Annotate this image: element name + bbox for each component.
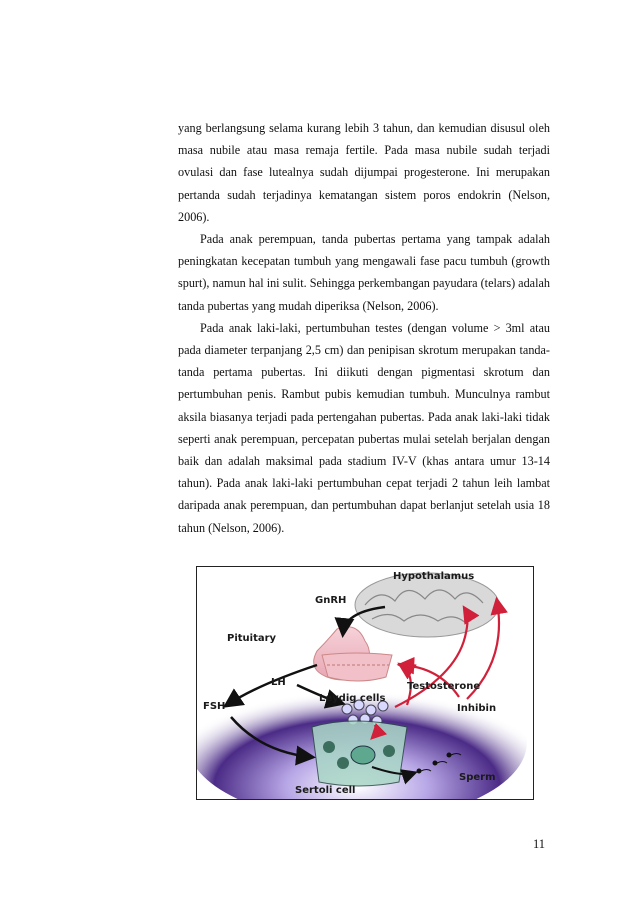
hormone-diagram-svg <box>197 567 533 799</box>
brain-icon <box>355 573 499 637</box>
label-lh: LH <box>271 677 286 688</box>
sertoli-cells <box>312 721 407 786</box>
label-pituitary: Pituitary <box>227 633 277 644</box>
label-sperm: Sperm <box>459 772 496 783</box>
paragraph-1: yang berlangsung selama kurang lebih 3 tahun, dan kemudian disusul oleh masa nubile atau masa remaja fertile. Pada masa nubile sudah terjadi ovulasi dan fase lutealnya sudah dijumpai progesterone. Ini merupakan pertanda sudah terjadinya kematangan sistem poros endokrin (Nelson, 2006). <box>178 121 550 224</box>
label-fsh: FSH <box>203 701 226 712</box>
label-inhibin: Inhibin <box>457 703 497 714</box>
paragraph-2: Pada anak perempuan, tanda pubertas pertama yang tampak adalah peningkatan kecepatan tumbuh yang mengawali fase pacu tumbuh (growth spurt), namun hal ini sulit. Sehingga perkembangan payudara (telars) adalah tanda pubertas yang mudah diperiksa (Nelson, 2006). <box>178 232 550 313</box>
paragraph-3: Pada anak laki-laki, pertumbuhan testes (dengan volume > 3ml atau pada diameter terpanjang 2,5 cm) dan penipisan skrotum merupakan tanda-tanda pertama pubertas. Ini diikuti dengan pigmentasi skrotum dan pertumbuhan penis. Rambut pubis kemudian tumbuh. Munculnya rambut aksila biasanya terjadi pada pertengahan pubertas. Pada anak laki-laki tidak seperti anak perempuan, percepatan pubertas mulai setelah berjalan dengan baik dan adalah maksimal pada stadium IV-V (khas antara umur 13-14 tahun). Pada anak laki-laki pertumbuhan cepat terjadi 2 tahun leih lambat daripada anak perempuan, dan pertumbuhan dapat berlanjut setelah usia 18 tahun (Nelson, 2006). <box>178 320 550 535</box>
body-text <box>178 117 550 539</box>
label-hypothalamus: Hypothalamus <box>393 571 475 582</box>
hormone-diagram <box>196 566 534 800</box>
label-sertoli: Sertoli cell <box>295 785 356 796</box>
page-number: 11 <box>533 837 546 851</box>
label-leydig: Leydig cells <box>319 693 386 704</box>
label-gnrh: GnRH <box>315 595 347 606</box>
label-testosterone: Testosterone <box>407 681 481 692</box>
